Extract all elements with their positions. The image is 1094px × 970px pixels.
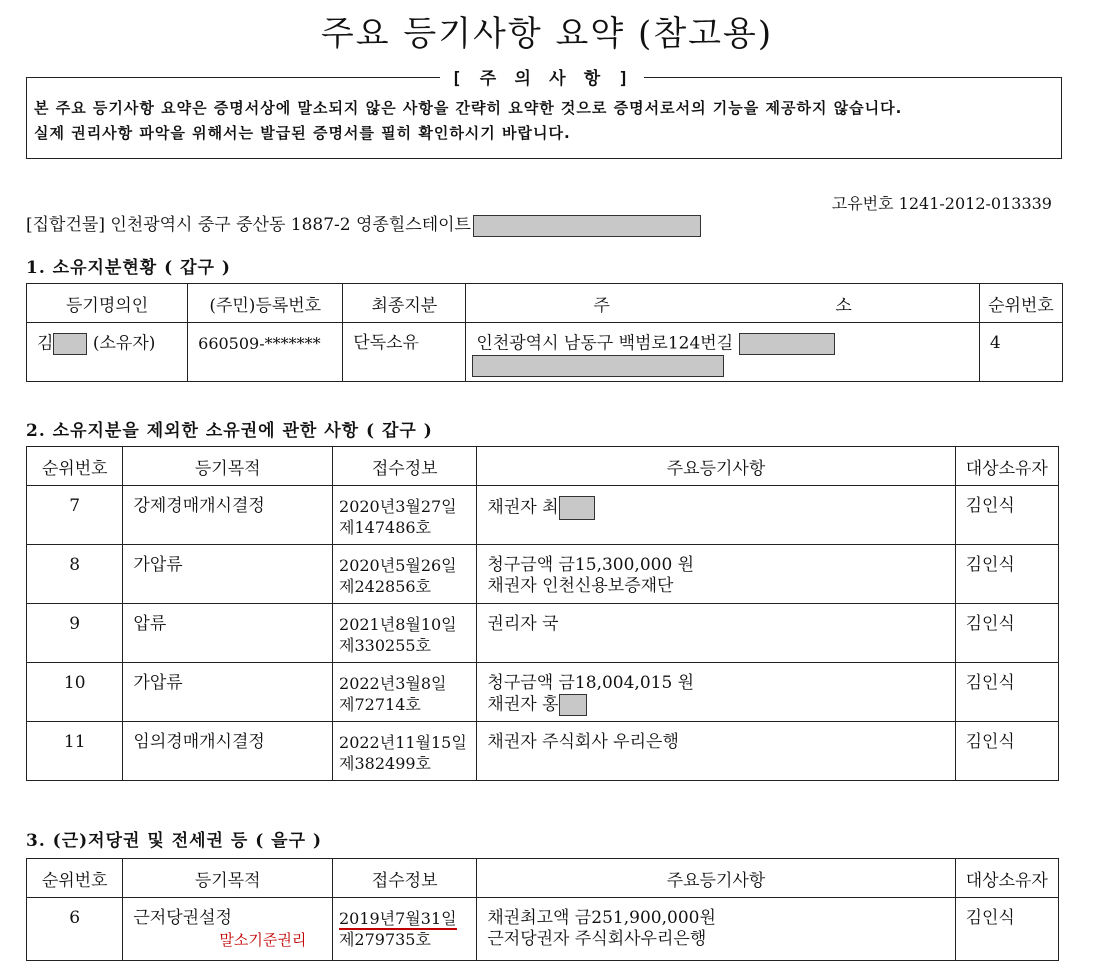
notice-line-2: 실제 권리사항 파악을 위해서는 발급된 증명서를 필히 확인하시기 바랍니다. (34, 124, 571, 142)
rank-cell: 10 (27, 663, 123, 722)
details-line-1: 채권자 주식회사 우리은행 (487, 732, 679, 752)
purpose-cell: 가압류 (123, 545, 333, 604)
registration-number: 고유번호 1241-2012-013339 (831, 194, 1052, 213)
redacted-block (559, 694, 587, 716)
owner-cell: 김인식 (955, 545, 1058, 604)
purpose-cell (123, 898, 333, 961)
notice-text (34, 96, 1064, 146)
rank-cell: 8 (27, 545, 123, 604)
property-address-line (26, 210, 701, 237)
receipt-number: 제147486호 (339, 518, 432, 537)
receipt-cell (333, 604, 477, 663)
purpose-text: 근저당권설정 (133, 908, 232, 928)
receipt-number: 제330255호 (339, 636, 432, 655)
receipt-number: 제382499호 (339, 754, 432, 773)
column-header: 순위번호 (27, 859, 123, 898)
column-header: 최종지분 (343, 284, 466, 323)
details-line-1: 청구금액 금15,300,000 원 (487, 555, 695, 575)
table-header-row (27, 859, 1059, 898)
purpose-cell: 임의경매개시결정 (123, 722, 333, 781)
ownership-table (26, 283, 1063, 382)
table-row (27, 663, 1059, 722)
redacted-block (739, 333, 835, 355)
owner-name-prefix: 김 (37, 333, 54, 354)
table-row (27, 323, 1063, 382)
column-header: 주요등기사항 (477, 859, 955, 898)
table-row (27, 604, 1059, 663)
purpose-cell: 가압류 (123, 663, 333, 722)
details-line-2: 채권자 홍 (487, 694, 559, 715)
section2-title: 2. 소유지분을 제외한 소유권에 관한 사항 ( 갑구 ) (26, 421, 433, 441)
column-header: 접수정보 (332, 859, 476, 898)
receipt-date: 2022년11월15일 (339, 733, 467, 752)
purpose-cell: 강제경매개시결정 (123, 486, 333, 545)
redacted-block (473, 215, 701, 237)
owner-cell: 김인식 (955, 898, 1058, 961)
details-cell (477, 722, 955, 781)
reg-no-cell: 660509-******* (188, 323, 343, 382)
page-title: 주요 등기사항 요약 (참고용) (320, 14, 774, 54)
column-header: 접수정보 (333, 447, 477, 486)
receipt-cell (333, 663, 477, 722)
mortgage-table (26, 858, 1059, 961)
receipt-date: 2019년7월31일 (338, 909, 457, 928)
rank-cell: 7 (27, 486, 123, 545)
details-line-2: 채권자 인천신용보증재단 (487, 576, 674, 596)
owner-address: 인천광역시 남동구 백범로124번길 (476, 333, 734, 354)
details-line-1: 채권최고액 금251,900,000원 (487, 908, 716, 928)
details-cell (477, 486, 955, 545)
details-cell (477, 545, 955, 604)
column-header: (주민)등록번호 (188, 284, 343, 323)
notice-line-1: 본 주요 등기사항 요약은 증명서상에 말소되지 않은 사항을 간략히 요약한 것으로 증명서로서의 기능을 제공하지 않습니다. (34, 99, 903, 117)
column-header: 대상소유자 (955, 859, 1058, 898)
details-cell (477, 663, 955, 722)
owner-cell: 김인식 (955, 486, 1058, 545)
rank-cell: 6 (27, 898, 123, 961)
receipt-cell (333, 722, 477, 781)
owner-role: (소유자) (92, 333, 156, 354)
purpose-cell: 압류 (123, 604, 333, 663)
owner-cell: 김인식 (955, 722, 1058, 781)
baseline-right-note: 말소기준권리 (219, 931, 307, 949)
details-line-1: 권리자 국 (487, 614, 559, 634)
table-row (27, 722, 1059, 781)
receipt-cell (333, 486, 477, 545)
receipt-cell (332, 898, 476, 961)
redacted-block (53, 333, 87, 355)
details-line-2: 근저당권자 주식회사우리은행 (487, 929, 707, 949)
owner-cell: 김인식 (955, 604, 1058, 663)
owner-address-cell (466, 323, 979, 382)
table-header-row (27, 284, 1063, 323)
receipt-date: 2020년5월26일 (339, 556, 457, 575)
details-cell (477, 898, 955, 961)
owner-cell: 김인식 (955, 663, 1058, 722)
column-header: 순위번호 (27, 447, 123, 486)
column-header: 주요등기사항 (477, 447, 955, 486)
column-header: 주 소 (466, 284, 979, 323)
owner-name-cell (27, 323, 188, 382)
column-header: 순위번호 (979, 284, 1062, 323)
table-row (27, 898, 1059, 961)
column-header: 등기목적 (123, 859, 333, 898)
rank-cell: 4 (979, 323, 1062, 382)
receipt-date: 2022년3월8일 (339, 674, 447, 693)
receipt-number: 제279735호 (338, 930, 431, 949)
table-row (27, 486, 1059, 545)
receipt-date: 2021년8월10일 (339, 615, 457, 634)
details-line-1: 청구금액 금18,004,015 원 (487, 673, 695, 693)
notice-heading: [ 주 의 사 항 ] (440, 64, 644, 89)
property-address: [집합건물] 인천광역시 중구 중산동 1887-2 영종힐스테이트 (26, 215, 471, 235)
column-header: 등기목적 (123, 447, 333, 486)
section1-title: 1. 소유지분현황 ( 갑구 ) (26, 258, 231, 278)
section3-title: 3. (근)저당권 및 전세권 등 ( 을구 ) (26, 831, 322, 851)
ownership-rights-table (26, 446, 1059, 781)
receipt-number: 제242856호 (339, 577, 432, 596)
table-row (27, 545, 1059, 604)
receipt-number: 제72714호 (339, 695, 421, 714)
rank-cell: 11 (27, 722, 123, 781)
column-header: 대상소유자 (955, 447, 1058, 486)
redacted-block (559, 496, 595, 520)
table-header-row (27, 447, 1059, 486)
redacted-block (472, 355, 724, 377)
rank-cell: 9 (27, 604, 123, 663)
details-line-1: 채권자 최 (487, 497, 559, 518)
receipt-cell (333, 545, 477, 604)
details-cell (477, 604, 955, 663)
receipt-date: 2020년3월27일 (339, 497, 457, 516)
share-cell: 단독소유 (343, 323, 466, 382)
column-header: 등기명의인 (27, 284, 188, 323)
